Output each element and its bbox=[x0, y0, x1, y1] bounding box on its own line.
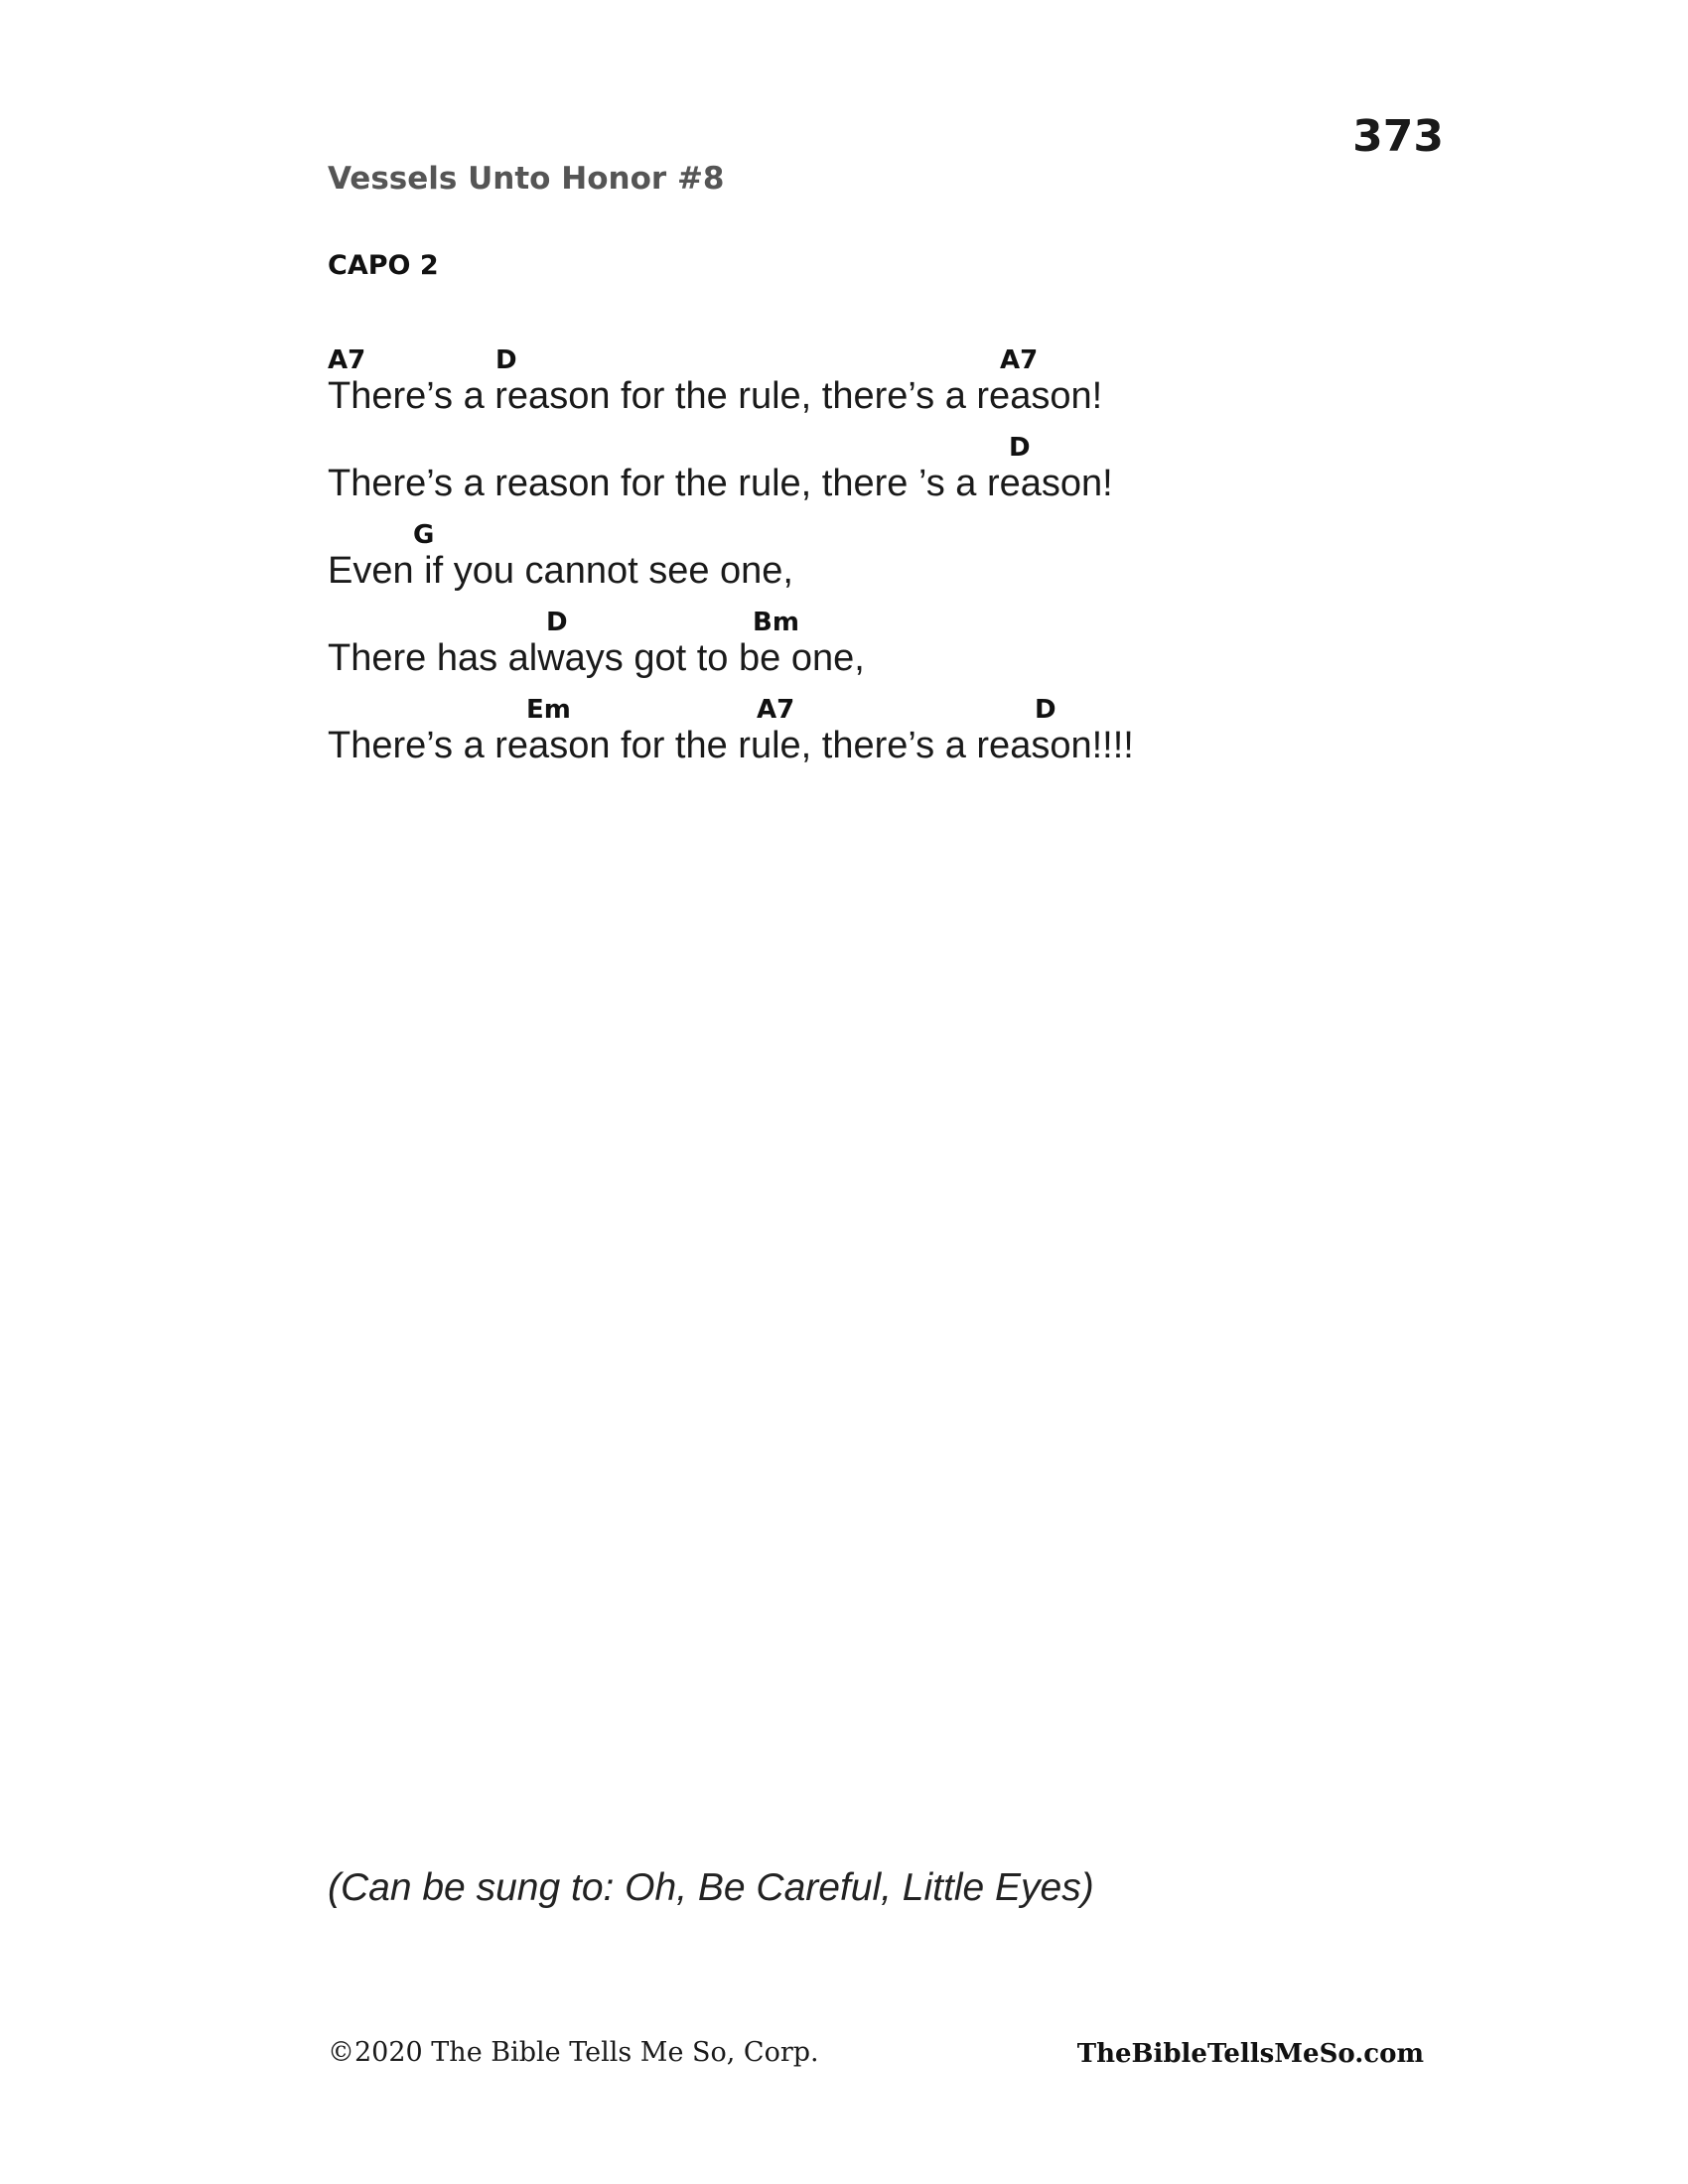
chord: Bm bbox=[753, 608, 799, 637]
chord: A7 bbox=[757, 695, 795, 725]
chord: D bbox=[546, 608, 568, 637]
lyric-line: There’s a reason for the rule, there’s a reason! bbox=[328, 375, 1103, 417]
verse bbox=[328, 345, 1420, 782]
tune-note: (Can be sung to: Oh, Be Careful, Little Eyes) bbox=[328, 1866, 1094, 1909]
chord: A7 bbox=[1000, 345, 1039, 375]
verse-line bbox=[328, 520, 1420, 608]
verse-line bbox=[328, 345, 1420, 433]
page-number: 373 bbox=[1352, 111, 1444, 162]
copyright-notice: ©2020 The Bible Tells Me So, Corp. bbox=[328, 2037, 819, 2068]
lyric-line: Even if you cannot see one, bbox=[328, 550, 793, 592]
verse-line bbox=[328, 695, 1420, 782]
chord: Em bbox=[526, 695, 571, 725]
website-link[interactable]: TheBibleTellsMeSo.com bbox=[1076, 2039, 1424, 2069]
verse-line bbox=[328, 433, 1420, 520]
capo-instruction: CAPO 2 bbox=[328, 250, 439, 281]
chord: D bbox=[1009, 433, 1031, 463]
chord: A7 bbox=[328, 345, 366, 375]
lyric-line: There has always got to be one, bbox=[328, 637, 865, 679]
lyric-line: There’s a reason for the rule, there ’s a reason! bbox=[328, 463, 1113, 504]
lyric-line: There’s a reason for the rule, there’s a reason!!!! bbox=[328, 725, 1134, 766]
verse-line bbox=[328, 608, 1420, 695]
song-title: Vessels Unto Honor #8 bbox=[328, 161, 725, 197]
chord: G bbox=[413, 520, 435, 550]
chord: D bbox=[1035, 695, 1056, 725]
chord: D bbox=[495, 345, 517, 375]
